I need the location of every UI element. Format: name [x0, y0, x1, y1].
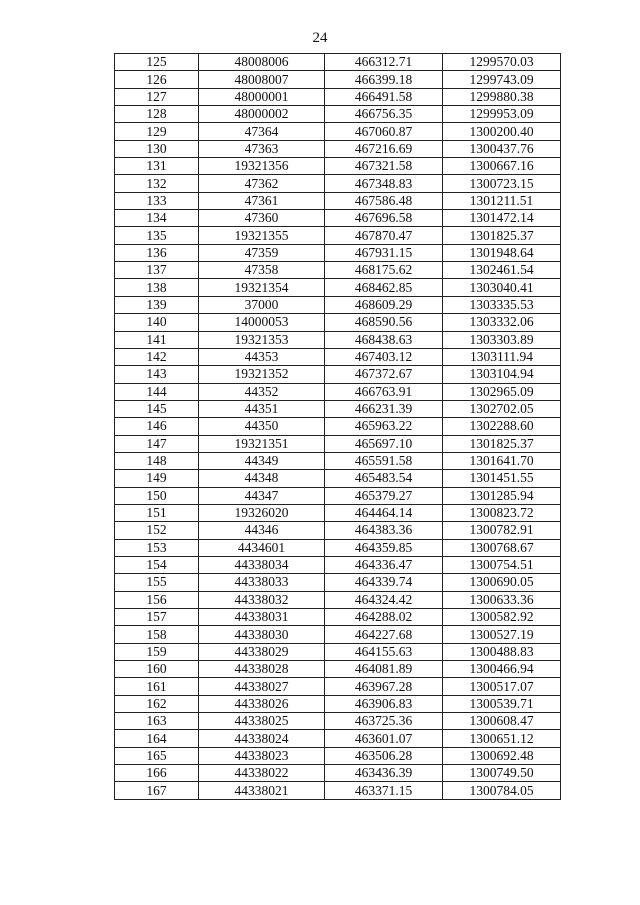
point-id-cell: 47362: [199, 175, 325, 192]
y-coordinate-cell: 1301825.37: [443, 227, 561, 244]
row-number-cell: 145: [115, 400, 199, 417]
y-coordinate-cell: 1300200.40: [443, 123, 561, 140]
point-id-cell: 19321353: [199, 331, 325, 348]
y-coordinate-cell: 1303104.94: [443, 366, 561, 383]
table-row: [115, 626, 561, 643]
row-number-cell: 125: [115, 54, 199, 71]
row-number-cell: 155: [115, 574, 199, 591]
table-row: [115, 106, 561, 123]
point-id-cell: 47358: [199, 262, 325, 279]
row-number-cell: 129: [115, 123, 199, 140]
row-number-cell: 153: [115, 539, 199, 556]
y-coordinate-cell: 1300723.15: [443, 175, 561, 192]
table-row: [115, 54, 561, 71]
y-coordinate-cell: 1300667.16: [443, 158, 561, 175]
table-row: [115, 556, 561, 573]
x-coordinate-cell: 467216.69: [325, 140, 443, 157]
table-row: [115, 591, 561, 608]
row-number-cell: 148: [115, 452, 199, 469]
y-coordinate-cell: 1299743.09: [443, 71, 561, 88]
row-number-cell: 147: [115, 435, 199, 452]
table-row: [115, 210, 561, 227]
table-row: [115, 574, 561, 591]
y-coordinate-cell: 1300651.12: [443, 730, 561, 747]
y-coordinate-cell: 1303335.53: [443, 296, 561, 313]
point-id-cell: 44349: [199, 452, 325, 469]
x-coordinate-cell: 467931.15: [325, 244, 443, 261]
x-coordinate-cell: 466756.35: [325, 106, 443, 123]
x-coordinate-cell: 465483.54: [325, 470, 443, 487]
table-row: [115, 661, 561, 678]
row-number-cell: 167: [115, 782, 199, 799]
table-row: [115, 539, 561, 556]
y-coordinate-cell: 1300488.83: [443, 643, 561, 660]
y-coordinate-cell: 1300539.71: [443, 695, 561, 712]
y-coordinate-cell: 1300768.67: [443, 539, 561, 556]
table-row: [115, 279, 561, 296]
x-coordinate-cell: 463601.07: [325, 730, 443, 747]
row-number-cell: 159: [115, 643, 199, 660]
point-id-cell: 44338022: [199, 765, 325, 782]
y-coordinate-cell: 1300633.36: [443, 591, 561, 608]
x-coordinate-cell: 466763.91: [325, 383, 443, 400]
y-coordinate-cell: 1301211.51: [443, 192, 561, 209]
point-id-cell: 48008006: [199, 54, 325, 71]
point-id-cell: 37000: [199, 296, 325, 313]
row-number-cell: 141: [115, 331, 199, 348]
table-row: [115, 695, 561, 712]
point-id-cell: 44338033: [199, 574, 325, 591]
point-id-cell: 19321352: [199, 366, 325, 383]
x-coordinate-cell: 464359.85: [325, 539, 443, 556]
x-coordinate-cell: 464339.74: [325, 574, 443, 591]
y-coordinate-cell: 1300754.51: [443, 556, 561, 573]
point-id-cell: 19321354: [199, 279, 325, 296]
point-id-cell: 44338028: [199, 661, 325, 678]
row-number-cell: 163: [115, 713, 199, 730]
point-id-cell: 44338024: [199, 730, 325, 747]
row-number-cell: 154: [115, 556, 199, 573]
table-row: [115, 88, 561, 105]
point-id-cell: 44338031: [199, 609, 325, 626]
point-id-cell: 19321356: [199, 158, 325, 175]
table-row: [115, 504, 561, 521]
point-id-cell: 47363: [199, 140, 325, 157]
x-coordinate-cell: 463967.28: [325, 678, 443, 695]
y-coordinate-cell: 1301948.64: [443, 244, 561, 261]
row-number-cell: 127: [115, 88, 199, 105]
y-coordinate-cell: 1300823.72: [443, 504, 561, 521]
point-id-cell: 47359: [199, 244, 325, 261]
row-number-cell: 156: [115, 591, 199, 608]
x-coordinate-cell: 464383.36: [325, 522, 443, 539]
y-coordinate-cell: 1301285.94: [443, 487, 561, 504]
table-row: [115, 314, 561, 331]
y-coordinate-cell: 1300608.47: [443, 713, 561, 730]
table-row: [115, 158, 561, 175]
y-coordinate-cell: 1301472.14: [443, 210, 561, 227]
x-coordinate-cell: 467403.12: [325, 348, 443, 365]
point-id-cell: 44347: [199, 487, 325, 504]
table-row: [115, 71, 561, 88]
y-coordinate-cell: 1299570.03: [443, 54, 561, 71]
x-coordinate-cell: 466312.71: [325, 54, 443, 71]
row-number-cell: 161: [115, 678, 199, 695]
table-row: [115, 366, 561, 383]
point-id-cell: 44352: [199, 383, 325, 400]
point-id-cell: 44346: [199, 522, 325, 539]
x-coordinate-cell: 463436.39: [325, 765, 443, 782]
table-row: [115, 244, 561, 261]
table-row: [115, 400, 561, 417]
y-coordinate-cell: 1303111.94: [443, 348, 561, 365]
x-coordinate-cell: 467348.83: [325, 175, 443, 192]
table-row: [115, 487, 561, 504]
coordinates-table: [114, 53, 561, 800]
x-coordinate-cell: 468590.56: [325, 314, 443, 331]
x-coordinate-cell: 463725.36: [325, 713, 443, 730]
table-row: [115, 678, 561, 695]
row-number-cell: 157: [115, 609, 199, 626]
point-id-cell: 44338029: [199, 643, 325, 660]
y-coordinate-cell: 1301825.37: [443, 435, 561, 452]
row-number-cell: 134: [115, 210, 199, 227]
row-number-cell: 152: [115, 522, 199, 539]
row-number-cell: 137: [115, 262, 199, 279]
table-row: [115, 470, 561, 487]
table-row: [115, 192, 561, 209]
row-number-cell: 142: [115, 348, 199, 365]
table-row: [115, 782, 561, 799]
point-id-cell: 44338026: [199, 695, 325, 712]
row-number-cell: 133: [115, 192, 199, 209]
x-coordinate-cell: 466491.58: [325, 88, 443, 105]
y-coordinate-cell: 1301451.55: [443, 470, 561, 487]
row-number-cell: 135: [115, 227, 199, 244]
x-coordinate-cell: 464288.02: [325, 609, 443, 626]
x-coordinate-cell: 463506.28: [325, 747, 443, 764]
point-id-cell: 44348: [199, 470, 325, 487]
point-id-cell: 44338030: [199, 626, 325, 643]
x-coordinate-cell: 464081.89: [325, 661, 443, 678]
point-id-cell: 48008007: [199, 71, 325, 88]
x-coordinate-cell: 465379.27: [325, 487, 443, 504]
row-number-cell: 166: [115, 765, 199, 782]
table-row: [115, 765, 561, 782]
row-number-cell: 162: [115, 695, 199, 712]
x-coordinate-cell: 468175.62: [325, 262, 443, 279]
point-id-cell: 44338023: [199, 747, 325, 764]
point-id-cell: 47364: [199, 123, 325, 140]
x-coordinate-cell: 467696.58: [325, 210, 443, 227]
point-id-cell: 47361: [199, 192, 325, 209]
x-coordinate-cell: 468462.85: [325, 279, 443, 296]
point-id-cell: 44338021: [199, 782, 325, 799]
row-number-cell: 160: [115, 661, 199, 678]
x-coordinate-cell: 467586.48: [325, 192, 443, 209]
table-row: [115, 296, 561, 313]
point-id-cell: 47360: [199, 210, 325, 227]
row-number-cell: 146: [115, 418, 199, 435]
y-coordinate-cell: 1301641.70: [443, 452, 561, 469]
y-coordinate-cell: 1303040.41: [443, 279, 561, 296]
x-coordinate-cell: 464155.63: [325, 643, 443, 660]
table-row: [115, 175, 561, 192]
y-coordinate-cell: 1300466.94: [443, 661, 561, 678]
table-row: [115, 713, 561, 730]
x-coordinate-cell: 464336.47: [325, 556, 443, 573]
y-coordinate-cell: 1302702.05: [443, 400, 561, 417]
y-coordinate-cell: 1300527.19: [443, 626, 561, 643]
table-row: [115, 418, 561, 435]
row-number-cell: 144: [115, 383, 199, 400]
table-row: [115, 730, 561, 747]
x-coordinate-cell: 467372.67: [325, 366, 443, 383]
table-row: [115, 383, 561, 400]
row-number-cell: 128: [115, 106, 199, 123]
row-number-cell: 164: [115, 730, 199, 747]
y-coordinate-cell: 1302288.60: [443, 418, 561, 435]
table-row: [115, 435, 561, 452]
x-coordinate-cell: 467321.58: [325, 158, 443, 175]
x-coordinate-cell: 465591.58: [325, 452, 443, 469]
x-coordinate-cell: 464324.42: [325, 591, 443, 608]
point-id-cell: 19321351: [199, 435, 325, 452]
x-coordinate-cell: 464227.68: [325, 626, 443, 643]
y-coordinate-cell: 1303332.06: [443, 314, 561, 331]
table-row: [115, 643, 561, 660]
point-id-cell: 44338034: [199, 556, 325, 573]
point-id-cell: 48000002: [199, 106, 325, 123]
point-id-cell: 44350: [199, 418, 325, 435]
point-id-cell: 19326020: [199, 504, 325, 521]
y-coordinate-cell: 1300437.76: [443, 140, 561, 157]
y-coordinate-cell: 1299953.09: [443, 106, 561, 123]
table-row: [115, 522, 561, 539]
row-number-cell: 138: [115, 279, 199, 296]
row-number-cell: 139: [115, 296, 199, 313]
x-coordinate-cell: 467870.47: [325, 227, 443, 244]
y-coordinate-cell: 1300517.07: [443, 678, 561, 695]
x-coordinate-cell: 464464.14: [325, 504, 443, 521]
y-coordinate-cell: 1300784.05: [443, 782, 561, 799]
row-number-cell: 131: [115, 158, 199, 175]
row-number-cell: 132: [115, 175, 199, 192]
x-coordinate-cell: 465697.10: [325, 435, 443, 452]
row-number-cell: 158: [115, 626, 199, 643]
point-id-cell: 44338027: [199, 678, 325, 695]
table-row: [115, 227, 561, 244]
row-number-cell: 136: [115, 244, 199, 261]
table-row: [115, 140, 561, 157]
y-coordinate-cell: 1303303.89: [443, 331, 561, 348]
table-row: [115, 123, 561, 140]
y-coordinate-cell: 1300782.91: [443, 522, 561, 539]
point-id-cell: 44338032: [199, 591, 325, 608]
row-number-cell: 150: [115, 487, 199, 504]
x-coordinate-cell: 466399.18: [325, 71, 443, 88]
table-row: [115, 348, 561, 365]
x-coordinate-cell: 468609.29: [325, 296, 443, 313]
x-coordinate-cell: 463906.83: [325, 695, 443, 712]
point-id-cell: 19321355: [199, 227, 325, 244]
point-id-cell: 48000001: [199, 88, 325, 105]
table-row: [115, 452, 561, 469]
x-coordinate-cell: 465963.22: [325, 418, 443, 435]
row-number-cell: 151: [115, 504, 199, 521]
table-row: [115, 331, 561, 348]
page-number: 24: [312, 30, 328, 46]
y-coordinate-cell: 1300692.48: [443, 747, 561, 764]
table-body: [115, 54, 561, 800]
y-coordinate-cell: 1300690.05: [443, 574, 561, 591]
y-coordinate-cell: 1299880.38: [443, 88, 561, 105]
y-coordinate-cell: 1302965.09: [443, 383, 561, 400]
x-coordinate-cell: 468438.63: [325, 331, 443, 348]
point-id-cell: 4434601: [199, 539, 325, 556]
row-number-cell: 140: [115, 314, 199, 331]
point-id-cell: 14000053: [199, 314, 325, 331]
row-number-cell: 126: [115, 71, 199, 88]
table-row: [115, 747, 561, 764]
y-coordinate-cell: 1302461.54: [443, 262, 561, 279]
table-row: [115, 609, 561, 626]
table-row: [115, 262, 561, 279]
x-coordinate-cell: 467060.87: [325, 123, 443, 140]
x-coordinate-cell: 466231.39: [325, 400, 443, 417]
y-coordinate-cell: 1300582.92: [443, 609, 561, 626]
point-id-cell: 44351: [199, 400, 325, 417]
x-coordinate-cell: 463371.15: [325, 782, 443, 799]
y-coordinate-cell: 1300749.50: [443, 765, 561, 782]
row-number-cell: 143: [115, 366, 199, 383]
row-number-cell: 130: [115, 140, 199, 157]
row-number-cell: 149: [115, 470, 199, 487]
point-id-cell: 44353: [199, 348, 325, 365]
point-id-cell: 44338025: [199, 713, 325, 730]
row-number-cell: 165: [115, 747, 199, 764]
